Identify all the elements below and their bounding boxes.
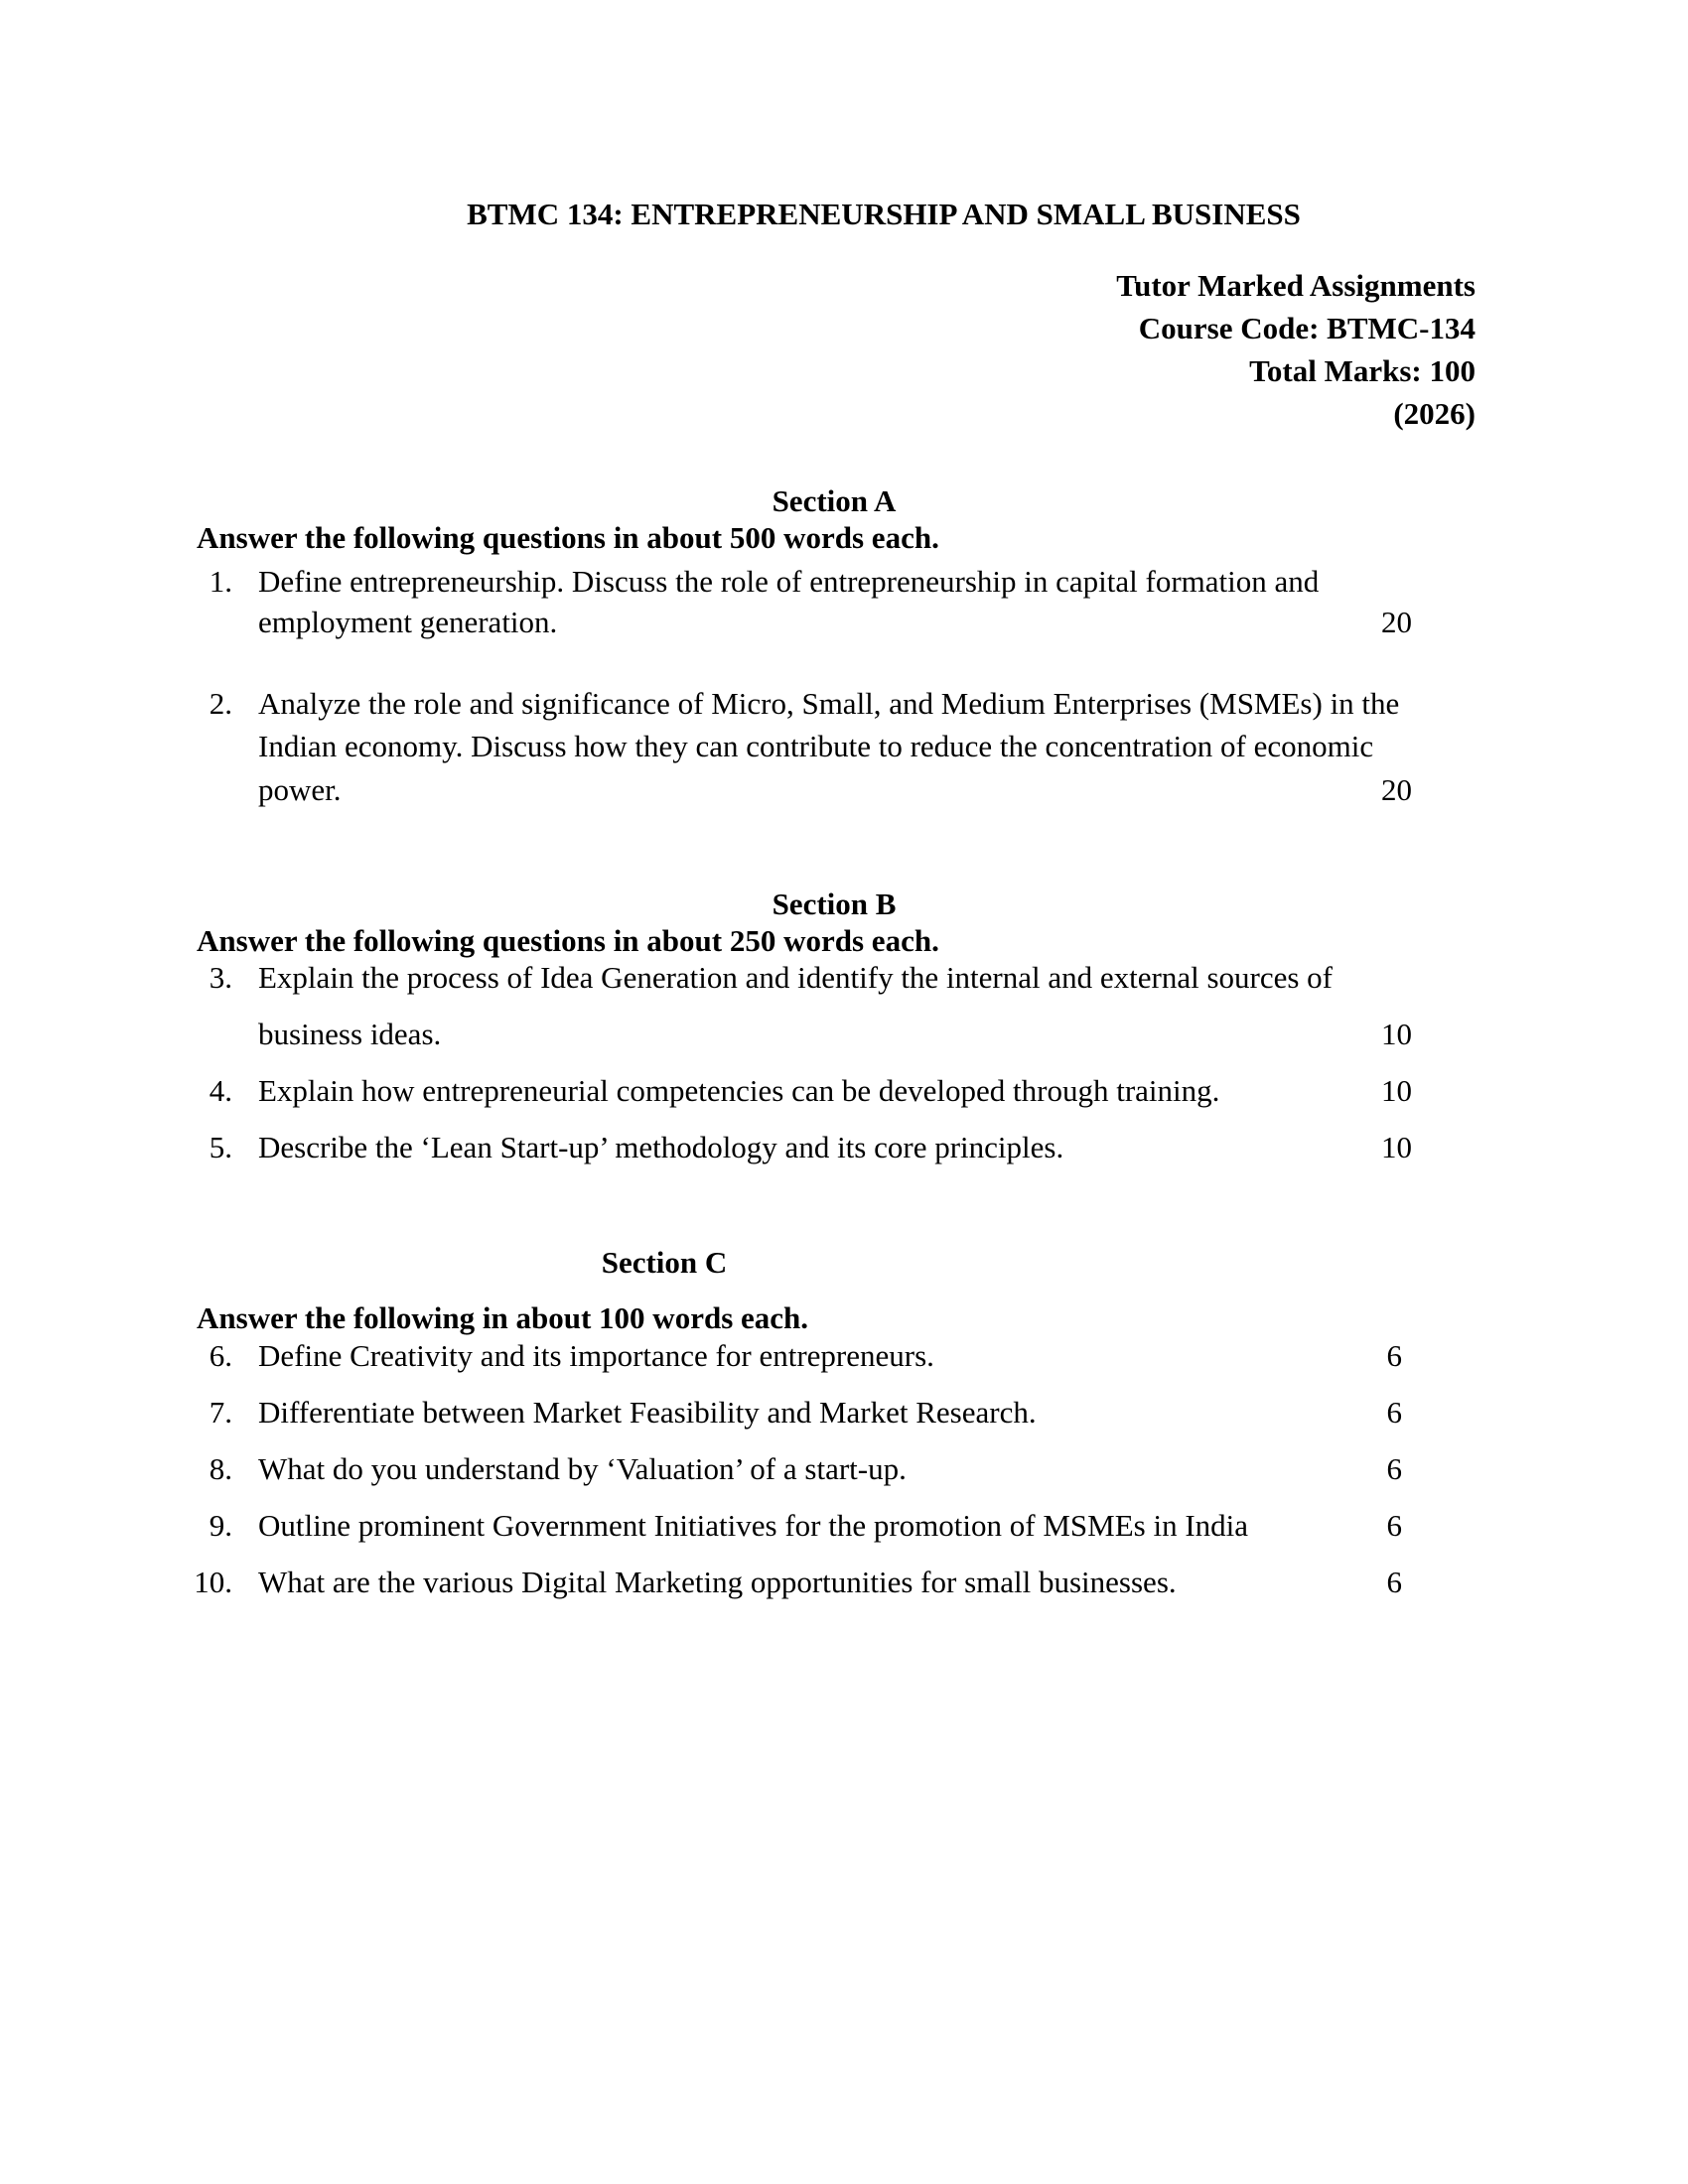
question-text: power.: [258, 772, 342, 807]
document-title: BTMC 134: ENTREPRENEURSHIP AND SMALL BUSINESS: [467, 197, 1301, 231]
question-text: Indian economy. Discuss how they can contribute to reduce the concentration of economic: [258, 729, 1374, 763]
question-number: 1.: [209, 564, 232, 599]
question-marks: 10: [1381, 1017, 1412, 1051]
question-text: Define Creativity and its importance for entrepreneurs.: [258, 1338, 934, 1373]
question-number: 5.: [209, 1130, 232, 1164]
question-marks: 10: [1381, 1130, 1412, 1164]
question-text: Explain the process of Idea Generation and identify the internal and external sources of: [258, 960, 1334, 995]
question-number: 3.: [209, 960, 232, 995]
question-text: Describe the ‘Lean Start-up’ methodology and its core principles.: [258, 1130, 1064, 1164]
total-marks: Total Marks: 100: [1249, 353, 1476, 388]
course-code: Course Code: BTMC-134: [1138, 311, 1476, 345]
question-marks: 6: [1386, 1451, 1402, 1486]
question-number: 2.: [209, 686, 232, 721]
question-number: 10.: [194, 1565, 232, 1599]
question-marks: 6: [1386, 1338, 1402, 1373]
question-number: 7.: [209, 1395, 232, 1430]
question-text: Outline prominent Government Initiatives for the promotion of MSMEs in India: [258, 1508, 1249, 1543]
question-marks: 6: [1386, 1508, 1402, 1543]
section-heading: Section C: [601, 1245, 728, 1280]
question-number: 4.: [209, 1073, 232, 1108]
section-heading: Section A: [772, 483, 897, 518]
question-number: 9.: [209, 1508, 232, 1543]
question-marks: 20: [1381, 772, 1412, 807]
question-text: What are the various Digital Marketing opportunities for small businesses.: [258, 1565, 1177, 1599]
question-text: business ideas.: [258, 1017, 442, 1051]
question-number: 8.: [209, 1451, 232, 1486]
question-marks: 6: [1386, 1565, 1402, 1599]
question-text: Differentiate between Market Feasibility and Market Research.: [258, 1395, 1037, 1430]
assignment-year: (2026): [1393, 396, 1476, 431]
section-instruction: Answer the following in about 100 words each.: [197, 1300, 809, 1335]
section-instruction: Answer the following questions in about 250 words each.: [197, 923, 939, 958]
question-text: Analyze the role and significance of Micro, Small, and Medium Enterprises (MSMEs) in the: [258, 686, 1400, 721]
assignment-type: Tutor Marked Assignments: [1116, 268, 1476, 303]
question-marks: 20: [1381, 605, 1412, 639]
section-heading: Section B: [772, 887, 897, 921]
question-text: What do you understand by ‘Valuation’ of a start-up.: [258, 1451, 907, 1486]
question-number: 6.: [209, 1338, 232, 1373]
question-marks: 6: [1386, 1395, 1402, 1430]
section-instruction: Answer the following questions in about 500 words each.: [197, 520, 939, 555]
question-marks: 10: [1381, 1073, 1412, 1108]
question-text: Define entrepreneurship. Discuss the role of entrepreneurship in capital formation and: [258, 564, 1320, 599]
question-text: employment generation.: [258, 605, 558, 639]
question-text: Explain how entrepreneurial competencies can be developed through training.: [258, 1073, 1220, 1108]
